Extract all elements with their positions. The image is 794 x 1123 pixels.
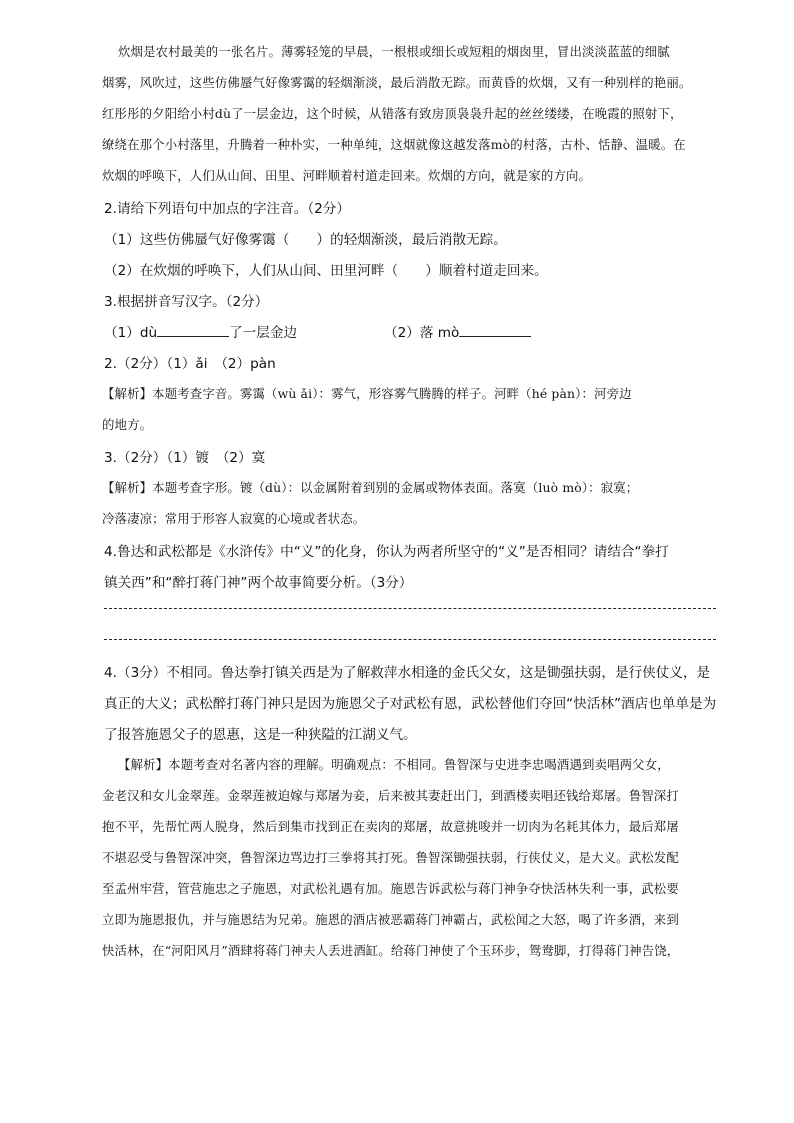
answer-4-line-3: 了报答施恩父子的恩惠，这是一种狭隘的江湖义气。 [104, 727, 417, 743]
answer-4-analysis-line-2: 金老汉和女儿金翠莲。金翠莲被迫嫁与郑屠为妾，后来被其妻赶出门，到酒楼卖唱还钱给郑屠。鲁智深打 [102, 788, 679, 803]
answer-4-line-1: 4.（3分）不相同。鲁达拳打镇关西是为了解救萍水相逢的金氏父女，这是锄强扶弱，是行侠仗义，是 [104, 665, 711, 681]
answer-blank [459, 324, 531, 337]
answer-4-analysis-line-1: 【解析】本题考查对名著内容的理解。明确观点：不相同。鲁智深与史进李忠喝酒遇到卖唱两父女， [118, 757, 670, 772]
question-3-item-1-suffix: 了一层金边 [229, 325, 298, 341]
answer-4-analysis-line-3: 抱不平，先帮忙两人脱身，然后到集市找到正在卖肉的郑屠，故意挑唆并一切肉为名耗其体力，最后郑屠 [102, 819, 679, 834]
answer-3-analysis: 【解析】本题考查字形。镀（dù）：以金属附着到别的金属或物体表面。落寞（luò mò）：寂寞； [102, 480, 639, 495]
question-3-item-2 [384, 321, 531, 341]
answer-3: 3.（2分）（1）镀 （2）寞 [104, 450, 266, 466]
passage-line-2: 烟雾，风吹过，这些仿佛蜃气好像雾霭的轻烟渐淡，最后消散无踪。而黄昏的炊烟，又有一种别样的艳丽。 [102, 75, 692, 90]
question-3-item-1-prefix: （1）dù [104, 325, 158, 341]
answer-line-2 [104, 639, 716, 640]
question-4-stem-line-1: 4.鲁达和武松都是《水浒传》中“义”的化身，你认为两者所坚守的“义”是否相同？请结合“拳打 [104, 544, 669, 560]
answer-4-analysis-line-5: 至孟州牢营，管营施忠之子施恩，对武松礼遇有加。施恩告诉武松与蒋门神争夺快活林失利一事，武松要 [102, 881, 679, 896]
answer-2: 2.（2分）（1）ǎi （2）pàn [104, 356, 276, 372]
question-3-item-1 [104, 321, 297, 341]
question-2-item-2: （2）在炊烟的呼唤下，人们从山间、田里河畔（ ）顺着村道走回来。 [104, 263, 548, 279]
answer-4-line-2: 真正的大义；武松醉打蒋门神只是因为施恩父子对武松有恩，武松替他们夺回“快活林”酒店也单单是为 [104, 696, 717, 712]
answer-blank [157, 324, 229, 337]
passage-line-1: 炊烟是农村最美的一张名片。薄雾轻笼的早晨，一根根或细长或短粗的烟囱里，冒出淡淡蓝蓝的细腻 [118, 44, 670, 59]
answer-4-analysis-line-7: 快活林，在“河阳风月”酒肆将蒋门神夫人丢进酒缸。给蒋门神使了个玉环步，鸳鸯脚，打得蒋门神告饶， [102, 943, 680, 958]
question-3-stem: 3.根据拼音写汉字。（2分） [104, 294, 269, 310]
answer-4-analysis-line-4: 不堪忍受与鲁智深冲突，鲁智深边骂边打三拳将其打死。鲁智深锄强扶弱，行侠仗义，是大义。武松发配 [102, 850, 679, 865]
answer-line-1 [104, 608, 716, 609]
passage-line-5: 炊烟的呼唤下，人们从山间、田里、河畔顺着村道走回来。炊烟的方向，就是家的方向。 [102, 168, 592, 183]
question-2-item-1: （1）这些仿佛蜃气好像雾霭（ ）的轻烟渐淡，最后消散无踪。 [104, 232, 507, 248]
answer-4-analysis-line-6: 立即为施恩报仇，并与施恩结为兄弟。施恩的酒店被恶霸蒋门神霸占，武松闻之大怒，喝了许多酒，来到 [102, 912, 679, 927]
passage-line-3: 红彤彤的夕阳给小村dù了一层金边，这个时候，从错落有致房顶袅袅升起的丝丝缕缕，在晚霞的照射下， [102, 106, 683, 121]
question-3-item-2-prefix: （2）落 mò [384, 325, 460, 341]
answer-2-analysis-cont: 的地方。 [102, 417, 153, 432]
question-2-stem: 2.请给下列语句中加点的字注音。（2分） [104, 201, 350, 217]
answer-2-analysis: 【解析】本题考查字音。雾霭（wù ǎi）：雾气，形容雾气腾腾的样子。河畔（hé pàn）：河旁边 [102, 386, 632, 401]
passage-line-4: 缭绕在那个小村落里，升腾着一种朴实，一种单纯，这烟就像这越发落mò的村落，古朴、恬静、温暖。在 [102, 137, 686, 152]
question-4-stem-line-2: 镇关西”和“醉打蒋门神”两个故事简要分析。（3分） [104, 575, 413, 591]
answer-3-analysis-cont: 冷落凄凉；常用于形容人寂寞的心境或者状态。 [102, 511, 366, 526]
